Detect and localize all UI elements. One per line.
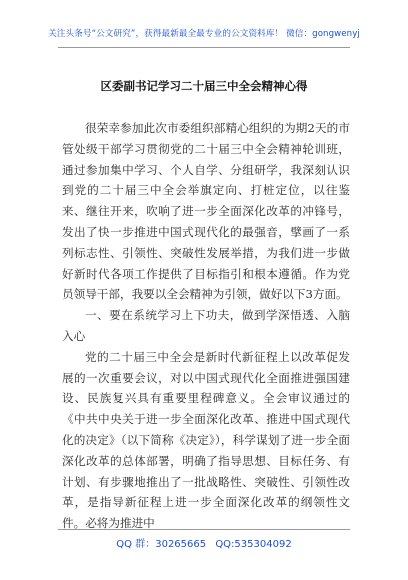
footer-qq-group: QQ 群：30265665	[116, 539, 207, 550]
header-banner: 关注头条号“公文研究”，获得最新最全最专业的公文资料库！ 微信：gongwenyj	[48, 29, 360, 39]
paragraph-section-1: 党的二十届三中全会是新时代新征程上以改革促发展的一次重要会议，对以中国式现代化全面推进强国建设、民族复兴具有重要里程碑意义。全会审议通过的《中共中央关于进一步全面深化改革、推进中国式现代化的决定》（以下简称《决定》），科学谋划了进一步全面深化改革的总体部署，明确了指导思想、目标任务、有计划、有步骤地推出了一批战略性、突破性、引领性改革，是指导新征程上进一步全面深化改革的纲领性文件。必将为推进中	[62, 349, 350, 531]
document-body	[62, 118, 350, 534]
paragraph-intro: 很荣幸参加此次市委组织部精心组织的为期2天的市管处级干部学习贯彻党的二十届三中全会精神轮训班，通过参加集中学习、个人自学、分组研学，我深刻认识到党的二十届三中全会举旗定向、打桩定位，以往鉴来、继往开来，吹响了进一步全面深化改革的冲锋号，发出了快一步推进中国式现代化的最强音，擘画了一系列标志性、引领性、突破性发展举措，为我们进一步做好新时代各项工作提供了目标指引和根本遵循。作为党员领导干部，我要以全会精神为引领，做好以下3方面。	[62, 121, 350, 302]
footer-qq-number: QQ:535304092	[215, 539, 292, 550]
section-heading-1: 一、要在系统学习上下功夫，做到学深悟透、入脑入心	[62, 308, 350, 343]
header-divider	[58, 47, 350, 48]
footer-contact	[0, 535, 408, 550]
footer-divider	[58, 529, 350, 530]
document-title: 区委副书记学习二十届三中全会精神心得	[100, 79, 308, 93]
